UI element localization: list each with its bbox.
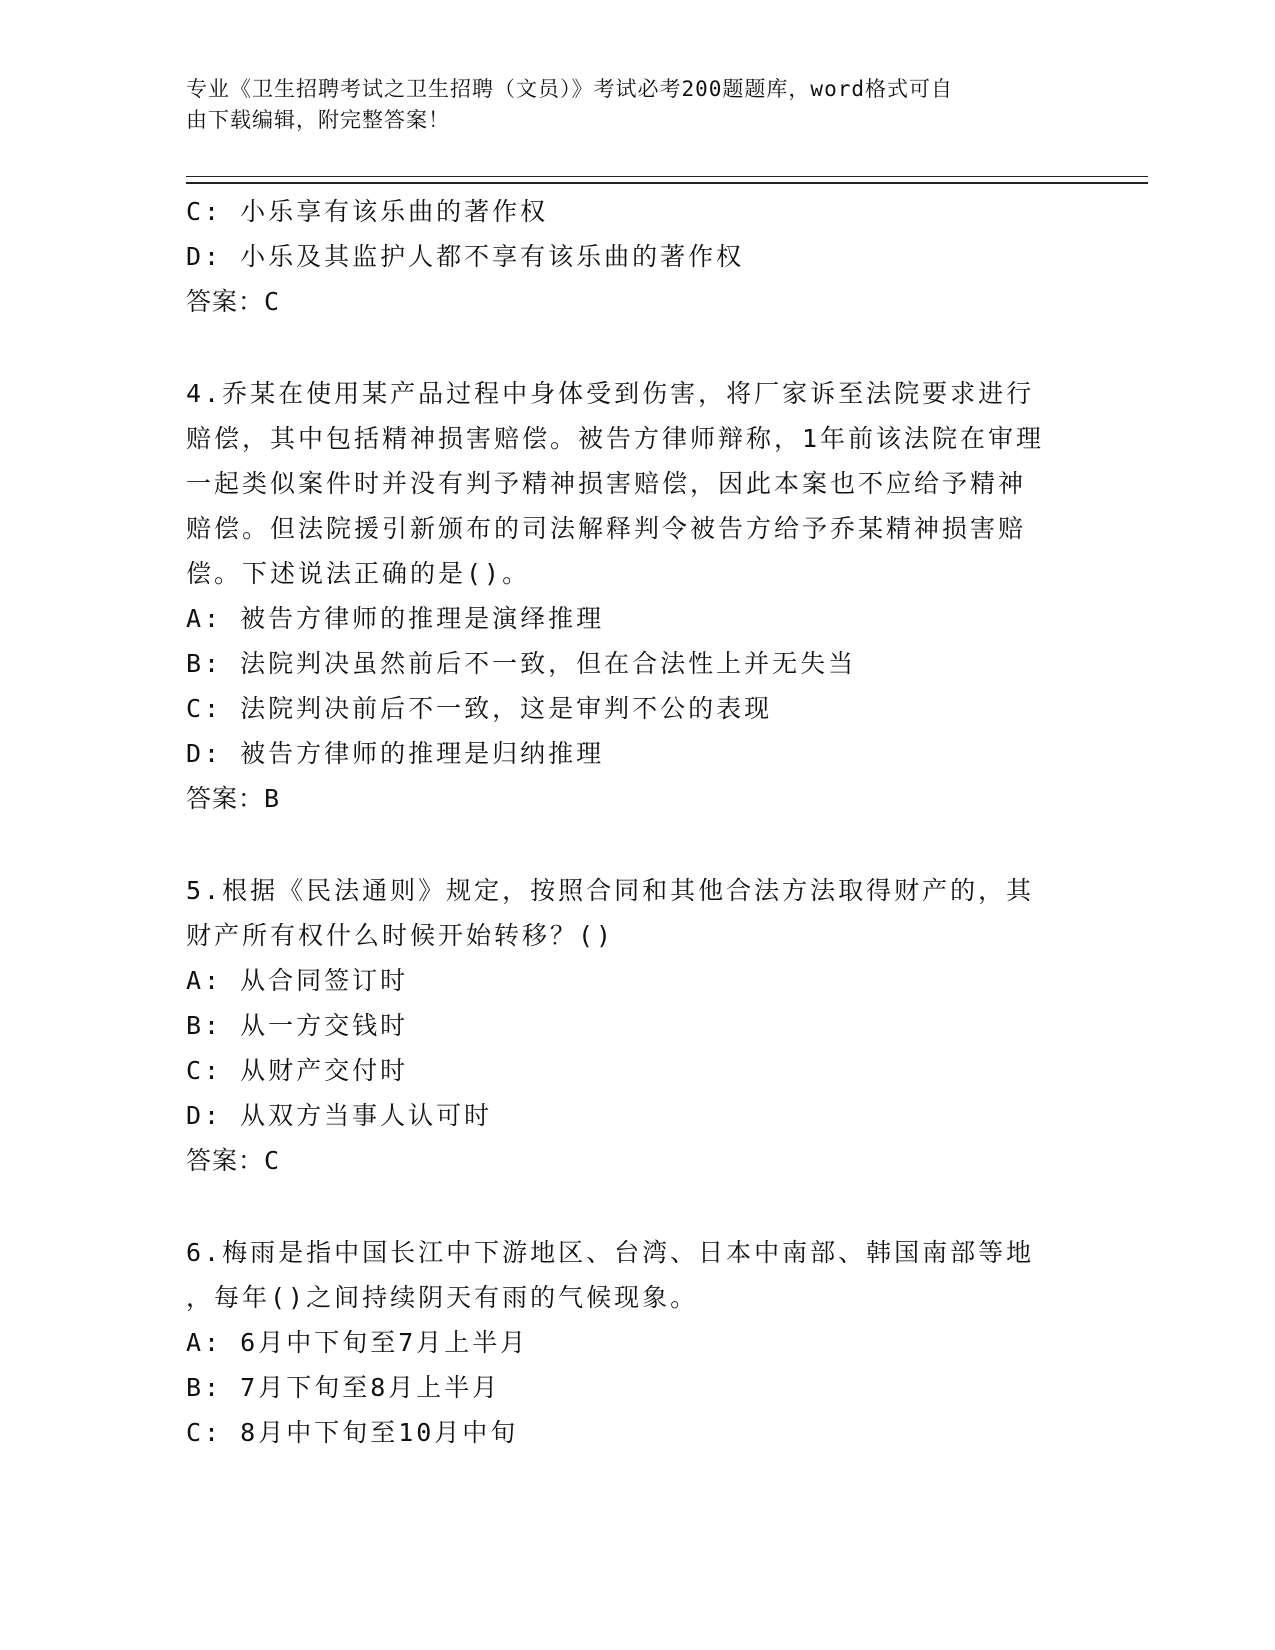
option-d: D: 从双方当事人认可时: [186, 1101, 493, 1130]
option-c: C: 小乐享有该乐曲的著作权: [186, 197, 549, 226]
question-text-line: 5.根据《民法通则》规定，按照合同和其他合法方法取得财产的，其: [186, 876, 1035, 905]
option-a: A: 被告方律师的推理是演绎推理: [186, 604, 605, 633]
answer-line: 答案：B: [186, 784, 281, 813]
option-d: D: 被告方律师的推理是归纳推理: [186, 739, 605, 768]
question-text-line: 一起类似案件时并没有判予精神损害赔偿，因此本案也不应给予精神: [186, 469, 1027, 498]
option-c: C: 法院判决前后不一致，这是审判不公的表现: [186, 694, 773, 723]
option-d: D: 小乐及其监护人都不享有该乐曲的著作权: [186, 242, 745, 271]
header-title-line-1: 专业《卫生招聘考试之卫生招聘（文员）》考试必考200题题库，word格式可自: [186, 77, 953, 101]
question-text-line: 6.梅雨是指中国长江中下游地区、台湾、日本中南部、韩国南部等地: [186, 1238, 1035, 1267]
question-text-line: 赔偿，其中包括精神损害赔偿。被告方律师辩称，1年前该法院在审理: [186, 424, 1045, 453]
option-b: B: 从一方交钱时: [186, 1011, 409, 1040]
block-gap: [186, 821, 1086, 868]
option-b: B: 7月下旬至8月上半月: [186, 1373, 501, 1402]
option-a: A: 从合同签订时: [186, 966, 409, 995]
question-text-line: 4.乔某在使用某产品过程中身体受到伤害，将厂家诉至法院要求进行: [186, 379, 1035, 408]
option-b: B: 法院判决虽然前后不一致，但在合法性上并无失当: [186, 649, 857, 678]
question-text-line: 财产所有权什么时候开始转移？(): [186, 921, 615, 950]
block-gap: [186, 324, 1086, 371]
header-divider-thick: [186, 182, 1148, 184]
document-header: [186, 74, 1066, 136]
question-text-line: 偿。下述说法正确的是()。: [186, 559, 531, 588]
document-body: [186, 189, 1086, 1455]
question-text-line: ，每年()之间持续阴天有雨的气候现象。: [186, 1283, 699, 1312]
question-block-6: [186, 1230, 1086, 1455]
question-block-4: [186, 371, 1086, 821]
answer-line: 答案：C: [186, 287, 281, 316]
question-block-5: [186, 868, 1086, 1183]
option-c: C: 从财产交付时: [186, 1056, 409, 1085]
option-a: A: 6月中下旬至7月上半月: [186, 1328, 529, 1357]
question-block-3: [186, 189, 1086, 324]
header-divider-thin: [186, 176, 1148, 177]
option-c: C: 8月中下旬至10月中旬: [186, 1418, 519, 1447]
question-text-line: 赔偿。但法院援引新颁布的司法解释判令被告方给予乔某精神损害赔: [186, 514, 1027, 543]
header-title-line-2: 由下载编辑，附完整答案！: [186, 108, 450, 132]
block-gap: [186, 1183, 1086, 1230]
answer-line: 答案：C: [186, 1146, 281, 1175]
